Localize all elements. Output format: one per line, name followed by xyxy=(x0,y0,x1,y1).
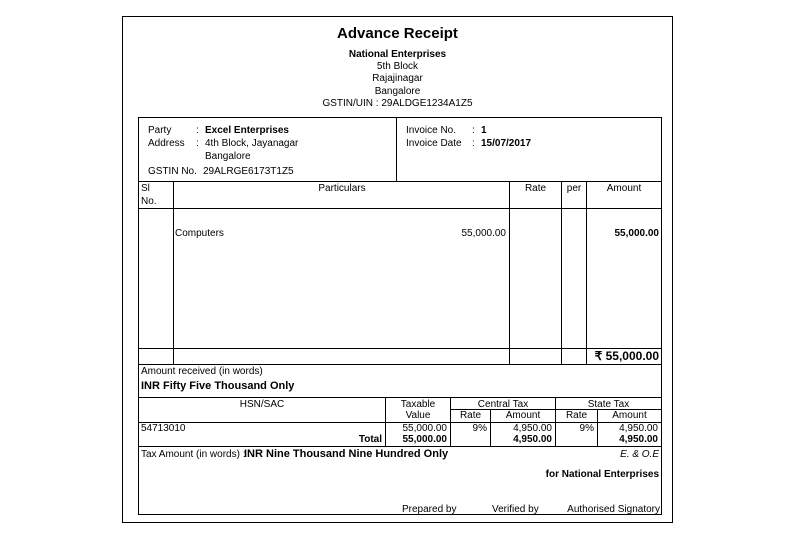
company-name: National Enterprises xyxy=(348,49,447,60)
central-amount-header: Amount xyxy=(505,410,541,421)
central-tax-header: Central Tax xyxy=(477,399,529,410)
state-amount-header: Amount xyxy=(612,410,647,421)
taxable-header: Taxable xyxy=(400,399,436,410)
tax-total-state-amount: 4,950.00 xyxy=(619,434,658,445)
col-particulars-header: Particulars xyxy=(318,183,366,194)
company-gstin: GSTIN/UIN : 29ALDGE1234A1Z5 xyxy=(322,98,473,109)
state-rate-header: Rate xyxy=(565,410,588,421)
taxable-header-2: Value xyxy=(405,410,431,421)
prepared-by: Prepared by xyxy=(402,504,457,515)
tax-row-state-rate: 9% xyxy=(579,423,594,434)
state-tax-header: State Tax xyxy=(587,399,630,410)
invoice-date-label: Invoice Date xyxy=(406,138,462,149)
invoice-no: 1 xyxy=(481,125,487,136)
eoe-text: E. & O.E xyxy=(620,449,659,460)
amount-words-label: Amount received (in words) xyxy=(141,366,263,377)
tax-total-taxable: 55,000.00 xyxy=(402,434,447,445)
item-particulars: Computers xyxy=(175,228,224,239)
party-address-line: Bangalore xyxy=(205,151,251,162)
document-title: Advance Receipt xyxy=(337,25,458,42)
central-rate-header: Rate xyxy=(459,410,482,421)
invoice-date: 15/07/2017 xyxy=(481,138,532,149)
party-address-line: 4th Block, Jayanagar xyxy=(205,138,299,149)
tax-row-taxable: 55,000.00 xyxy=(402,423,447,434)
tax-row-central-amount: 4,950.00 xyxy=(513,423,552,434)
invoice-date-sep: : xyxy=(472,138,475,149)
tax-row-hsn: 54713010 xyxy=(141,423,186,434)
col-sl-header: Sl xyxy=(141,183,150,194)
items-total: ₹ 55,000.00 xyxy=(594,349,659,363)
party-gstin: 29ALRGE6173T1Z5 xyxy=(203,166,294,177)
party-sep: : xyxy=(196,125,199,136)
col-per-header: per xyxy=(566,183,582,194)
tax-words-label: Tax Amount (in words) : xyxy=(141,449,246,460)
company-address-line: 5th Block xyxy=(376,61,419,72)
invoice-no-sep: : xyxy=(472,125,475,136)
authorised-signatory: Authorised Signatory xyxy=(567,504,660,515)
company-address-line: Bangalore xyxy=(374,86,421,97)
party-label: Party xyxy=(148,125,172,136)
tax-total-central-amount: 4,950.00 xyxy=(513,434,552,445)
party-name: Excel Enterprises xyxy=(205,125,289,136)
tax-row-state-amount: 4,950.00 xyxy=(619,423,658,434)
address-label: Address xyxy=(148,138,185,149)
for-company: for National Enterprises xyxy=(545,469,659,480)
tax-row-central-rate: 9% xyxy=(472,423,487,434)
tax-words-value: INR Nine Thousand Nine Hundred Only xyxy=(244,448,449,460)
col-sl-header-2: No. xyxy=(141,196,157,207)
company-address-line: Rajajinagar xyxy=(372,73,423,84)
item-amount: 55,000.00 xyxy=(614,228,659,239)
col-rate-header: Rate xyxy=(524,183,547,194)
verified-by: Verified by xyxy=(492,504,539,515)
item-value: 55,000.00 xyxy=(461,228,506,239)
amount-words-value: INR Fifty Five Thousand Only xyxy=(141,380,295,392)
address-sep: : xyxy=(196,138,199,149)
gstin-label: GSTIN No. xyxy=(148,166,197,177)
invoice-no-label: Invoice No. xyxy=(406,125,457,136)
hsn-header: HSN/SAC xyxy=(239,399,285,410)
col-amount-header: Amount xyxy=(606,183,642,194)
tax-total-label: Total xyxy=(358,434,382,445)
